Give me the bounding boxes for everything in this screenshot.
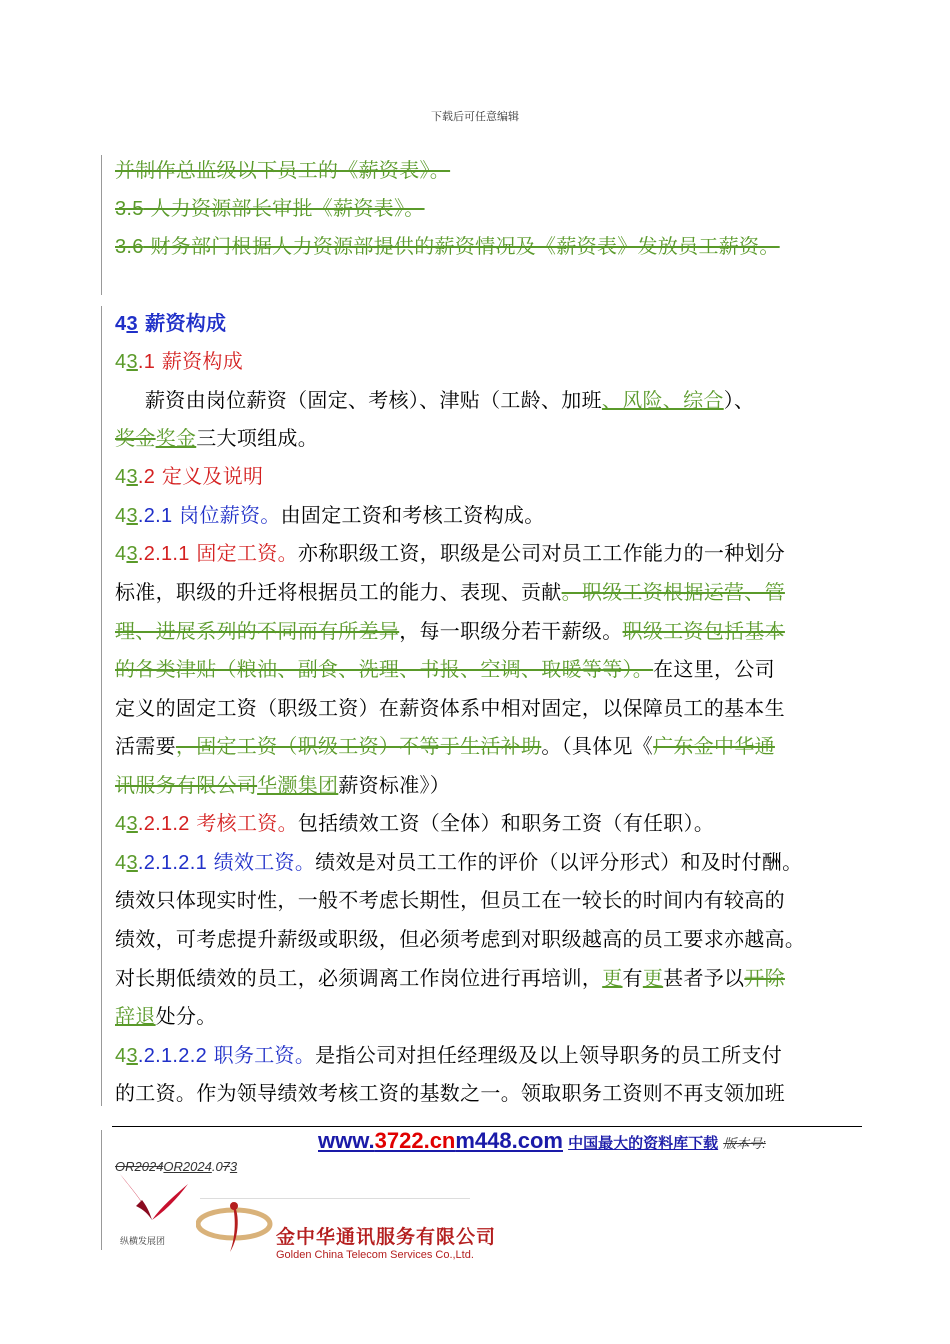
line-3-5: 3.5 人力资源部长审批《薪资表》。 (115, 196, 425, 220)
paragraph-line: 辞退处分。 (115, 1004, 217, 1028)
footer-slogan: 中国最大的资料库下载 (568, 1134, 719, 1152)
subsection-4-2: 43.2 定义及说明 (115, 464, 264, 488)
paragraph-line: 的各类津贴（粮油、副食、洗理、书报、空调、取暖等等）。在这里，公司 (115, 657, 775, 681)
change-bar (101, 1130, 102, 1250)
paragraph-line: 的工资。作为领导绩效考核工资的基数之一。领取职务工资则不再支领加班 (115, 1081, 785, 1105)
change-bar (101, 306, 102, 1106)
company-logo (196, 1196, 276, 1260)
page-header: 下载后可任意编辑 (431, 110, 519, 123)
subsection-4-2-1-1: 43.2.1.1 固定工资。亦称职级工资，职级是公司对员工工作能力的一种划分 (115, 541, 786, 565)
footer-rule (112, 1126, 862, 1127)
company-name-block (276, 1222, 496, 1261)
company-name-en: Golden China Telecom Services Co.,Ltd. (276, 1249, 474, 1261)
paragraph-line: 定义的固定工资（职级工资）在薪资体系中相对固定，以保障员工的基本生 (115, 696, 785, 720)
version-label: 版本号: (723, 1136, 766, 1151)
paragraph-line: 奖金奖金三大项组成。 (115, 426, 319, 450)
subsection-4-2-1-2-2: 43.2.1.2.2 职务工资。是指公司对担任经理级及以上领导职务的员工所支付 (115, 1043, 783, 1067)
group-logo-text: 纵横发展团 (120, 1237, 166, 1247)
subsection-4-2-1: 43.2.1 岗位薪资。由固定工资和考核工资构成。 (115, 503, 545, 527)
line-1: 并制作总监级以下员工的《薪资表》。 (115, 158, 451, 182)
paragraph-line: 标准，职级的升迁将根据员工的能力、表现、贡献。职级工资根据运营、管 (115, 580, 785, 604)
subsection-4-1: 43.1 薪资构成 (115, 349, 244, 373)
paragraph-line: 讯服务有限公司华灏集团薪资标准》） (115, 773, 451, 797)
subsection-4-2-1-2: 43.2.1.2 考核工资。包括绩效工资（全体）和职务工资（有任职）。 (115, 811, 715, 835)
paragraph-line: 绩效只体现实时性，一般不考虑长期性，但员工在一较长的时间内有较高的 (115, 888, 785, 912)
bird-logo-icon (112, 1170, 192, 1234)
paragraph-line: 活需要，固定工资（职级工资）不等于生活补助。（具体见《广东金中华通 (115, 734, 775, 758)
company-emblem-icon (196, 1196, 276, 1256)
company-name-cn: 金中华通讯服务有限公司 (276, 1226, 497, 1248)
paragraph-line: 绩效，可考虑提升薪级或职级，但必须考虑到对职级越高的员工要求亦越高。 (115, 927, 806, 951)
paragraph-line: 薪资由岗位薪资（固定、考核）、津贴（工龄、加班、风险、综合）、 (145, 388, 755, 412)
line-3-6: 3.6 财务部门根据人力资源部提供的薪资情况及《薪资表》发放员工薪资。 (115, 234, 780, 258)
site-url-link[interactable]: www.3722.cnm448.com (318, 1128, 563, 1153)
subsection-4-2-1-2-1: 43.2.1.2.1 绩效工资。绩效是对员工工作的评价（以评分形式）和及时付酬。 (115, 850, 803, 874)
change-bar (101, 155, 102, 295)
section-heading-salary-composition: 43 薪资构成 (115, 311, 227, 335)
paragraph-line: 理、进展系列的不同而有所差异，每一职级分若干薪级。职级工资包括基本 (115, 619, 785, 643)
group-logo (112, 1170, 192, 1250)
paragraph-line: 对长期低绩效的员工，必须调离工作岗位进行再培训，更有更甚者予以开除 (115, 966, 785, 990)
footer-rule-logo (200, 1198, 470, 1199)
version-number: OR2024OR2024.073 (115, 1159, 238, 1174)
footer-url-line (318, 1128, 766, 1154)
